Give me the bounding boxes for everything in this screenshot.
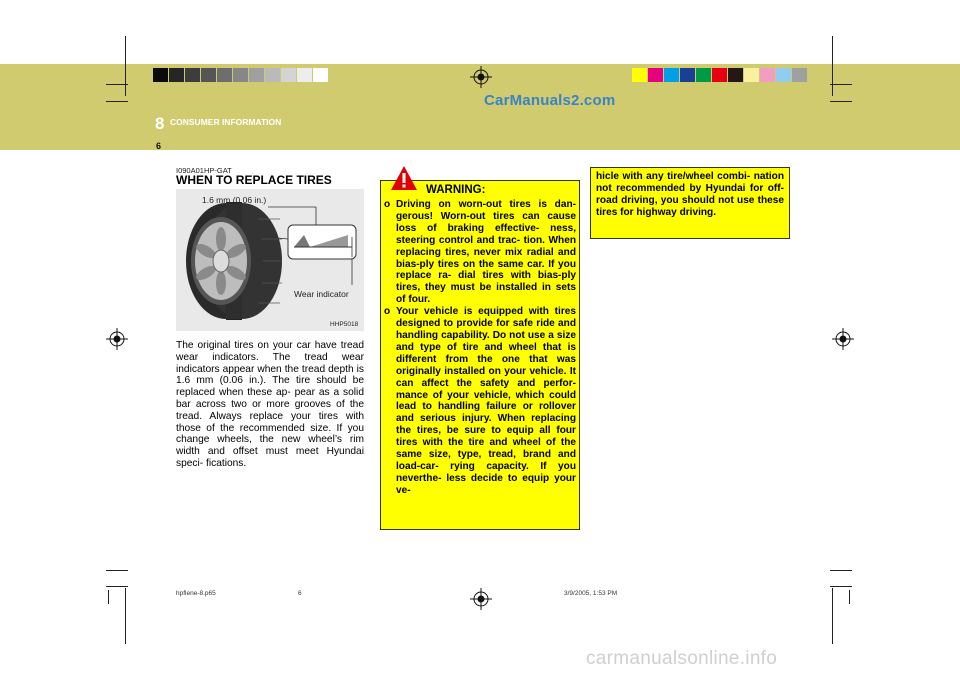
- exclamation-triangle-icon: [389, 164, 419, 192]
- registration-mark-left-icon: [106, 328, 128, 350]
- gray-swatch: [265, 68, 280, 82]
- warning-item: [384, 306, 576, 497]
- color-swatch: [760, 68, 775, 82]
- tire-figure: [176, 189, 364, 331]
- color-swatch: [792, 68, 807, 82]
- section-code: I090A01HP-GAT: [176, 166, 232, 175]
- grayscale-swatch-strip: [153, 68, 329, 82]
- warning-list: [384, 199, 576, 497]
- body-paragraph: The original tires on your car have tread wear indicators. The tread wear indicators appear when the tread depth is 1.6 mm (0.06 in.). The tire should be replaced when these ap- pear as a solid bar across two or more grooves of the tread. Always replace your tires with those of the recommended size. If you change wheels, the new wheel’s rim width and offset must meet Hyundai speci- fications.: [176, 340, 364, 469]
- figure-code: HHP5018: [330, 321, 359, 328]
- gray-swatch: [217, 68, 232, 82]
- footer-page: 6: [298, 590, 302, 597]
- registration-mark-bottom-icon: [470, 588, 492, 610]
- registration-mark-right-icon: [832, 328, 854, 350]
- footer-timestamp: 3/9/2005, 1:53 PM: [564, 590, 618, 597]
- color-swatch: [776, 68, 791, 82]
- site-watermark: carmanualsonline.info: [586, 648, 778, 669]
- wear-indicator-label: Wear indicator: [294, 289, 349, 299]
- warning-item: [384, 199, 576, 306]
- gray-swatch: [297, 68, 312, 82]
- footer-filename: hpflene-8.p65: [176, 590, 216, 597]
- color-swatch: [648, 68, 663, 82]
- tread-depth-label: 1.6 mm (0.06 in.): [202, 195, 267, 205]
- chapter-title: CONSUMER INFORMATION: [170, 117, 282, 127]
- gray-swatch: [169, 68, 184, 82]
- gray-swatch: [281, 68, 296, 82]
- gray-swatch: [233, 68, 248, 82]
- warning-item-text: Your vehicle is equipped with tires designed to provide for safe ride and handling capability. Do not use a size and type of tire and wheel that is different from the one that was originally installed on your vehicle. It can affect the safety and perfor- mance of your vehicle, which could lead to handling failure or rollover and serious injury. When replacing the tires, be sure to equip all four tires with the tire and wheel of the same size, type, tread, brand and load-car- rying capacity. If you neverthe- less decide to equip your ve-: [396, 306, 576, 496]
- color-swatch: [632, 68, 647, 82]
- registration-mark-top-icon: [470, 66, 492, 88]
- bullet: o: [384, 199, 391, 210]
- gray-swatch: [201, 68, 216, 82]
- color-swatch: [712, 68, 727, 82]
- gray-swatch: [313, 68, 328, 82]
- color-swatch-strip: [632, 68, 808, 82]
- tire-illustration: [176, 189, 364, 331]
- gray-swatch: [153, 68, 168, 82]
- warning-item-text: Driving on worn-out tires is dan- gerous! Worn-out tires can cause loss of braking effective- ness, steering control and trac- tion. When replacing tires, never mix radial and bias-ply tires on the same car. If you replace ra- dial tires with bias-ply tires, they must be installed in sets of four.: [396, 199, 576, 306]
- page-number: 6: [156, 141, 162, 151]
- chapter-number: 8: [155, 114, 165, 133]
- gray-swatch: [185, 68, 200, 82]
- bullet: o: [384, 306, 391, 318]
- gray-swatch: [249, 68, 264, 82]
- warning-continuation-text: hicle with any tire/wheel combi- nation not recommended by Hyundai for off-road driving, you should not use these tires for highway driving.: [596, 171, 784, 218]
- color-swatch: [664, 68, 679, 82]
- color-swatch: [744, 68, 759, 82]
- section-heading: WHEN TO REPLACE TIRES: [176, 173, 332, 187]
- color-swatch: [680, 68, 695, 82]
- color-swatch: [696, 68, 711, 82]
- color-swatch: [728, 68, 743, 82]
- top-watermark: CarManuals2.com: [484, 92, 616, 109]
- warning-title: WARNING:: [426, 184, 486, 196]
